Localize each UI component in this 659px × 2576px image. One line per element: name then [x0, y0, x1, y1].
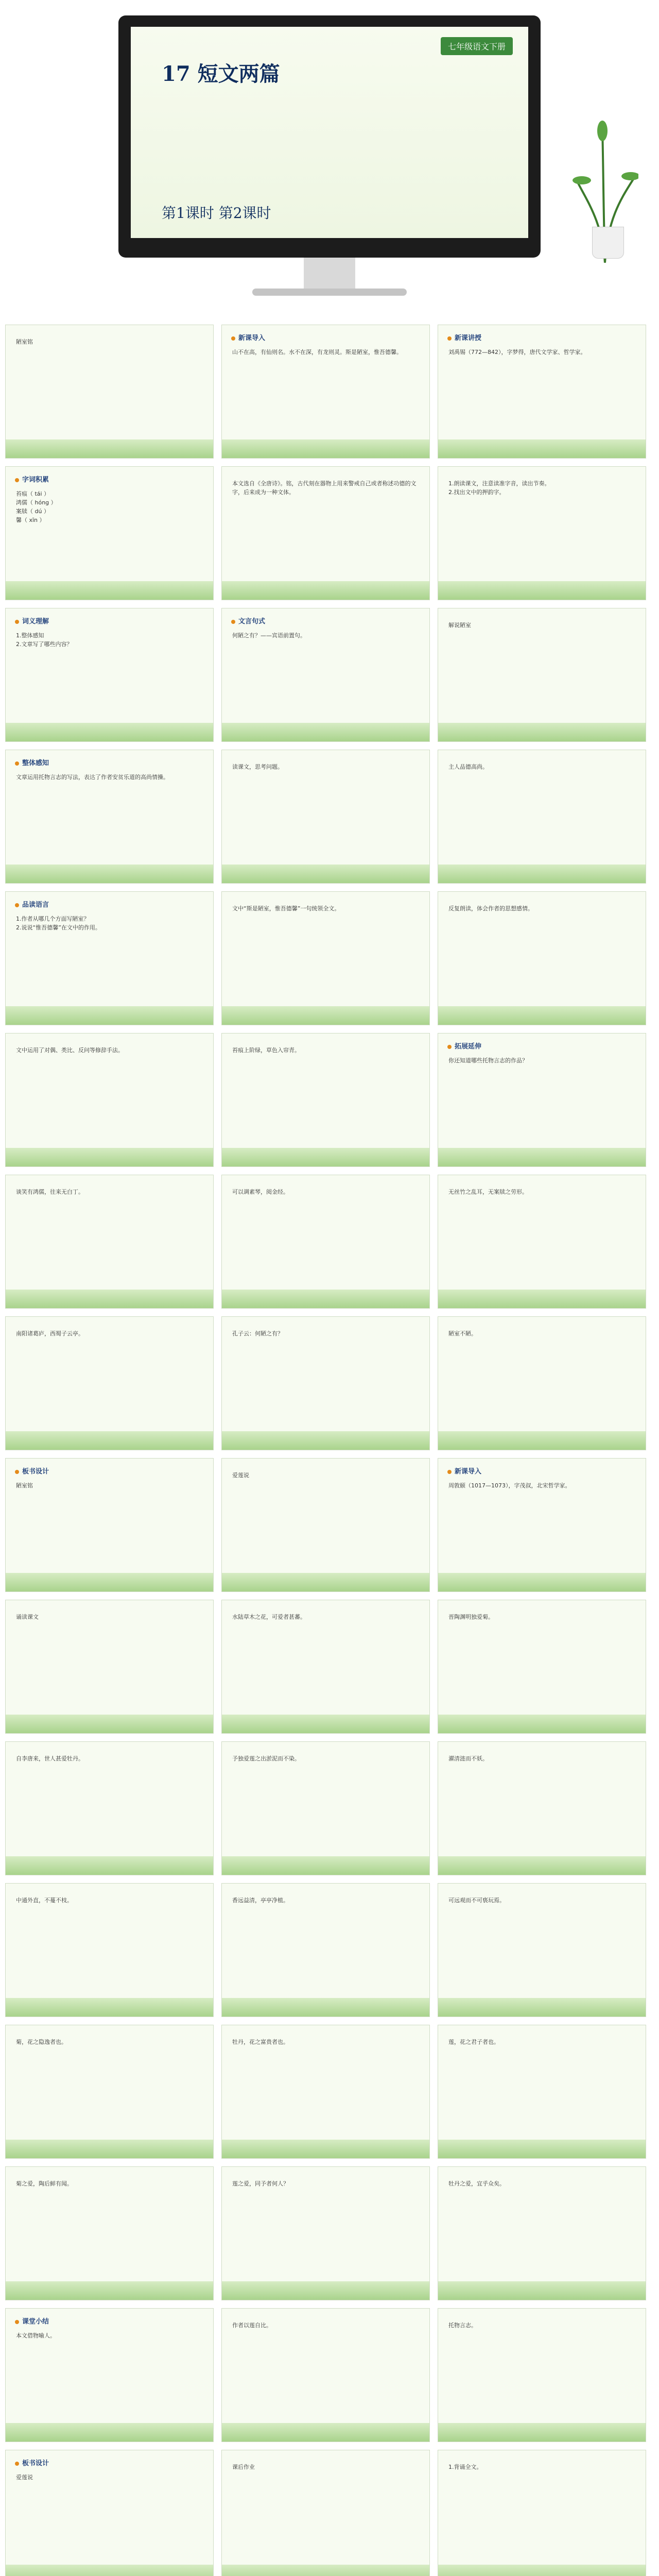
slide-card [5, 2025, 214, 2159]
slide-body [448, 1188, 636, 1196]
slide-line: 菊之爱，陶后鲜有闻。 [16, 2180, 73, 2187]
slide-card [438, 2025, 646, 2159]
slide-line: 1.朗读课文，注意读准字音，读出节奏。 [448, 480, 550, 487]
slide-header-text: 课堂小结 [22, 2318, 49, 2326]
slide-card [438, 2166, 646, 2300]
slide-card [438, 891, 646, 1025]
slide-footer-band [222, 1431, 429, 1450]
slide-body [16, 1188, 204, 1196]
bullet-icon [231, 336, 235, 341]
slide-footer-band [438, 2565, 646, 2576]
slide-line: 反复朗读，体会作者的思想感情。 [448, 905, 533, 912]
slide-card [221, 1600, 430, 1734]
slide-footer-band [6, 1998, 213, 2016]
bullet-icon [447, 1045, 452, 1049]
slide-line: 文中“斯是陋室，惟吾德馨”一句统领全文。 [232, 905, 340, 912]
bullet-icon [447, 1470, 452, 1474]
slide-body [448, 2321, 636, 2330]
slide-line: 南阳诸葛庐，西蜀子云亭。 [16, 1330, 84, 1337]
slide-footer-band [222, 1290, 429, 1308]
slide-footer-band [438, 723, 646, 741]
slide-line: 爱莲说 [232, 1472, 249, 1479]
slide-body [232, 1471, 420, 1480]
slide-header-text: 拓展延伸 [455, 1043, 482, 1050]
slide-card [221, 466, 430, 600]
slide-footer-band [438, 865, 646, 883]
slide-footer-band [438, 1573, 646, 1591]
slide-line: 无丝竹之乱耳，无案牍之劳形。 [448, 1189, 528, 1195]
slide-line: 文章运用托物言志的写法，表达了作者安贫乐道的高尚情操。 [16, 774, 169, 781]
slide-header-text: 整体感知 [22, 759, 49, 767]
bullet-icon [15, 761, 19, 766]
slide-line: 2.文章写了哪些内容？ [16, 641, 73, 648]
bullet-icon [15, 1470, 19, 1474]
slide-card [221, 1316, 430, 1450]
slide-body [16, 489, 204, 524]
bullet-icon [15, 2462, 19, 2466]
slide-body [232, 1754, 420, 1763]
slide-header [15, 1466, 49, 1476]
bullet-icon [15, 903, 19, 907]
slide-header [447, 332, 481, 342]
slide-footer-band [6, 2281, 213, 2300]
bullet-icon [15, 620, 19, 624]
slide-footer-band [438, 2423, 646, 2442]
slide-body [448, 904, 636, 913]
slide-card [221, 1175, 430, 1309]
slide-card [221, 1883, 430, 2017]
slide-footer-band [6, 1431, 213, 1450]
slide-header [15, 474, 49, 484]
slide-line: 2.找出文中的押韵字。 [448, 489, 505, 496]
slide-footer-band [222, 1006, 429, 1025]
slide-line: 陋室不陋。 [448, 1330, 477, 1337]
slide-footer-band [222, 1998, 429, 2016]
slide-card [438, 1741, 646, 1875]
slide-header [447, 1466, 481, 1476]
slide-body [232, 2038, 420, 2046]
slide-line: 苔痕（ tái ） [16, 490, 50, 497]
slide-footer-band [438, 1998, 646, 2016]
slide-card [5, 1033, 214, 1167]
slide-body [448, 1754, 636, 1763]
slide-body [448, 1896, 636, 1905]
slide-line: 予独爱莲之出淤泥而不染。 [232, 1755, 300, 1762]
slide-body [16, 1329, 204, 1338]
slide-line: 孔子云：何陋之有？ [232, 1330, 283, 1337]
slide-line: 可以调素琴，阅金经。 [232, 1189, 289, 1195]
slide-card [221, 325, 430, 459]
slide-header-text: 新课导入 [238, 334, 266, 342]
slide-line: 鸿儒（ hóng ） [16, 499, 57, 506]
slide-header-text: 文言句式 [238, 618, 266, 625]
slide-body [448, 1613, 636, 1621]
slide-card [221, 2025, 430, 2159]
slide-body [16, 1754, 204, 1763]
slide-body [16, 2179, 204, 2188]
slide-header [231, 332, 265, 342]
slide-card [438, 1600, 646, 1734]
slide-card [438, 2450, 646, 2576]
slide-body [16, 631, 204, 649]
slide-body [232, 904, 420, 913]
slide-body [448, 1481, 636, 1490]
slide-header-text: 品读语言 [22, 901, 49, 909]
slide-card [438, 1175, 646, 1309]
slide-body [16, 2038, 204, 2046]
slide-footer-band [222, 2423, 429, 2442]
slide-footer-band [222, 2565, 429, 2576]
slide-card [221, 608, 430, 742]
slide-body [232, 1329, 420, 1338]
slide-card [221, 2166, 430, 2300]
slide-footer-band [222, 2281, 429, 2300]
bullet-icon [15, 2320, 19, 2324]
slide-card [438, 1033, 646, 1167]
cover-slide [118, 15, 541, 304]
slide-line: 馨（ xīn ） [16, 517, 45, 523]
slide-card [5, 1600, 214, 1734]
slide-footer-band [222, 2140, 429, 2158]
slide-body [16, 2473, 204, 2482]
slide-header [231, 616, 265, 625]
slide-body [16, 1896, 204, 1905]
slide-line: 苔痕上阶绿，草色入帘青。 [232, 1047, 300, 1054]
slide-footer-band [438, 439, 646, 458]
slide-card [438, 2308, 646, 2442]
slide-footer-band [6, 1006, 213, 1025]
slide-line: 解说陋室 [448, 622, 471, 629]
slide-body [16, 1481, 204, 1490]
slide-footer-band [438, 2281, 646, 2300]
slide-header-text: 字词积累 [22, 476, 49, 484]
slide-card [221, 1458, 430, 1592]
slide-body [16, 914, 204, 932]
slide-card [221, 891, 430, 1025]
slide-card [438, 466, 646, 600]
bullet-icon [231, 620, 235, 624]
slide-header-text: 词义理解 [22, 618, 49, 625]
slide-card [5, 891, 214, 1025]
slide-header-text: 新课导入 [455, 1468, 482, 1476]
slide-body [448, 621, 636, 630]
grade-badge: 七年级语文下册 [441, 37, 513, 55]
slide-header [15, 616, 49, 625]
slide-header [15, 2316, 49, 2326]
slide-footer-band [438, 1715, 646, 1733]
slide-body [232, 1896, 420, 1905]
slide-card [438, 750, 646, 884]
cover-screen [131, 27, 528, 238]
slide-card [221, 750, 430, 884]
slide-header [447, 1041, 481, 1050]
slide-body [232, 2321, 420, 2330]
slide-header-text: 板书设计 [22, 2460, 49, 2467]
slide-line: 水陆草木之花，可爱者甚蕃。 [232, 1614, 306, 1620]
slide-body [448, 762, 636, 771]
slide-footer-band [438, 1856, 646, 1875]
slide-header [15, 757, 49, 767]
slide-line: 托物言志。 [448, 2322, 477, 2329]
slide-body [16, 773, 204, 782]
slide-body [232, 762, 420, 771]
slide-footer-band [222, 1715, 429, 1733]
slide-header-text: 板书设计 [22, 1468, 49, 1476]
slide-body [448, 479, 636, 497]
slide-footer-band [6, 1715, 213, 1733]
slide-card [5, 2308, 214, 2442]
slide-footer-band [6, 1290, 213, 1308]
slide-body [232, 1188, 420, 1196]
slide-card [221, 2308, 430, 2442]
slide-body [16, 1613, 204, 1621]
slide-footer-band [222, 1856, 429, 1875]
slide-footer-band [6, 439, 213, 458]
slide-card [5, 1316, 214, 1450]
bullet-icon [447, 336, 452, 341]
slide-footer-band [6, 2565, 213, 2576]
slide-body [232, 631, 420, 640]
slide-line: 1.作者从哪几个方面写陋室？ [16, 916, 90, 922]
slide-footer-band [6, 1856, 213, 1875]
cover-subtitle: 第1课时 第2课时 [162, 205, 271, 222]
slide-line: 自李唐来，世人甚爱牡丹。 [16, 1755, 84, 1762]
slide-header-text: 新课讲授 [455, 334, 482, 342]
slide-footer-band [438, 1006, 646, 1025]
slide-footer-band [6, 1573, 213, 1591]
slide-line: 本文选自《全唐诗》。铭，古代刻在器物上用来警戒自己或者称述功德的文字，后来成为一种文体。 [232, 480, 417, 496]
slide-footer-band [6, 1148, 213, 1166]
slide-card [5, 750, 214, 884]
slide-footer-band [438, 1431, 646, 1450]
monitor-stand [304, 258, 355, 289]
slide-line: 刘禹锡（772—842），字梦得，唐代文学家、哲学家。 [448, 349, 586, 355]
slide-line: 菊，花之隐逸者也。 [16, 2039, 67, 2045]
slide-line: 牡丹之爱，宜乎众矣。 [448, 2180, 505, 2187]
slide-line: 爱莲说 [16, 2474, 33, 2481]
slide-body [448, 2179, 636, 2188]
slide-line: 谈笑有鸿儒，往来无白丁。 [16, 1189, 84, 1195]
slide-body [232, 348, 420, 357]
monitor-base [252, 289, 407, 296]
cover-title: 17 短文两篇 [162, 62, 280, 86]
slide-line: 陋室铭 [16, 1482, 33, 1489]
slide-card [5, 1741, 214, 1875]
slide-body [16, 1046, 204, 1055]
slide-line: 课后作业 [232, 2464, 255, 2470]
slide-line: 2.说说“惟吾德馨”在文中的作用。 [16, 924, 101, 931]
slide-line: 莲，花之君子者也。 [448, 2039, 499, 2045]
slide-line: 何陋之有？——宾语前置句。 [232, 632, 306, 639]
monitor-frame [118, 15, 541, 258]
slide-line: 牡丹，花之富贵者也。 [232, 2039, 289, 2045]
slide-body [448, 1056, 636, 1065]
slide-footer-band [6, 581, 213, 600]
slide-footer-band [6, 2423, 213, 2442]
slide-body [232, 2463, 420, 2471]
slide-line: 诵读课文 [16, 1614, 39, 1620]
slide-card [221, 2450, 430, 2576]
slide-line: 1.背诵全文。 [448, 2464, 482, 2470]
slide-body [448, 1329, 636, 1338]
slide-footer-band [222, 1148, 429, 1166]
slide-line: 本文借物喻人。 [16, 2332, 56, 2339]
slide-line: 莲之爱，同予者何人？ [232, 2180, 289, 2187]
slide-line: 濯清涟而不妖。 [448, 1755, 488, 1762]
slide-line: 你还知道哪些托物言志的作品？ [448, 1057, 528, 1064]
slide-line: 可远观而不可亵玩焉。 [448, 1897, 505, 1904]
slide-body [448, 2038, 636, 2046]
slide-line: 文中运用了对偶、类比、反问等修辞手法。 [16, 1047, 124, 1054]
slide-footer-band [6, 865, 213, 883]
slide-footer-band [222, 723, 429, 741]
slide-card [438, 1316, 646, 1450]
slide-card [5, 2166, 214, 2300]
slide-card [5, 2450, 214, 2576]
slide-card [5, 466, 214, 600]
slide-card [221, 1033, 430, 1167]
slide-footer-band [222, 865, 429, 883]
slide-footer-band [6, 723, 213, 741]
slide-body [232, 479, 420, 497]
slide-footer-band [438, 1290, 646, 1308]
slide-card [438, 608, 646, 742]
slide-line: 主人品德高尚。 [448, 764, 488, 770]
slide-header [15, 899, 49, 909]
slide-line: 作者以莲自比。 [232, 2322, 272, 2329]
slide-body [232, 1046, 420, 1055]
slide-line: 周敦颐（1017—1073），字茂叔，北宋哲学家。 [448, 1482, 571, 1489]
slide-footer-band [6, 2140, 213, 2158]
bullet-icon [15, 478, 19, 482]
slide-card [5, 325, 214, 459]
slide-body [16, 337, 204, 346]
slide-line: 案牍（ dú ） [16, 508, 49, 515]
slide-card [438, 325, 646, 459]
slide-line: 中通外直，不蔓不枝。 [16, 1897, 73, 1904]
slide-body [448, 348, 636, 357]
slide-body [448, 2463, 636, 2471]
slide-body [232, 1613, 420, 1621]
slide-footer-band [222, 1573, 429, 1591]
slide-footer-band [438, 1148, 646, 1166]
slide-line: 晋陶渊明独爱菊。 [448, 1614, 494, 1620]
slide-footer-band [438, 581, 646, 600]
slide-card [5, 1175, 214, 1309]
slide-line: 1.整体感知 [16, 632, 44, 639]
slide-footer-band [222, 581, 429, 600]
slide-card [438, 1883, 646, 2017]
slide-footer-band [438, 2140, 646, 2158]
slide-line: 山不在高，有仙则名。水不在深，有龙则灵。斯是陋室，惟吾德馨。 [232, 349, 402, 355]
slide-header [15, 2458, 49, 2467]
slide-card [5, 1883, 214, 2017]
slide-card [221, 1741, 430, 1875]
slide-line: 香远益清，亭亭净植。 [232, 1897, 289, 1904]
slide-footer-band [222, 439, 429, 458]
slide-body [232, 2179, 420, 2188]
slide-card [5, 1458, 214, 1592]
slide-body [16, 2331, 204, 2340]
slide-line: 陋室铭 [16, 338, 33, 345]
plant-pot [592, 227, 624, 259]
slide-line: 读课文，思考问题。 [232, 764, 283, 770]
slide-card [5, 608, 214, 742]
slide-card [438, 1458, 646, 1592]
